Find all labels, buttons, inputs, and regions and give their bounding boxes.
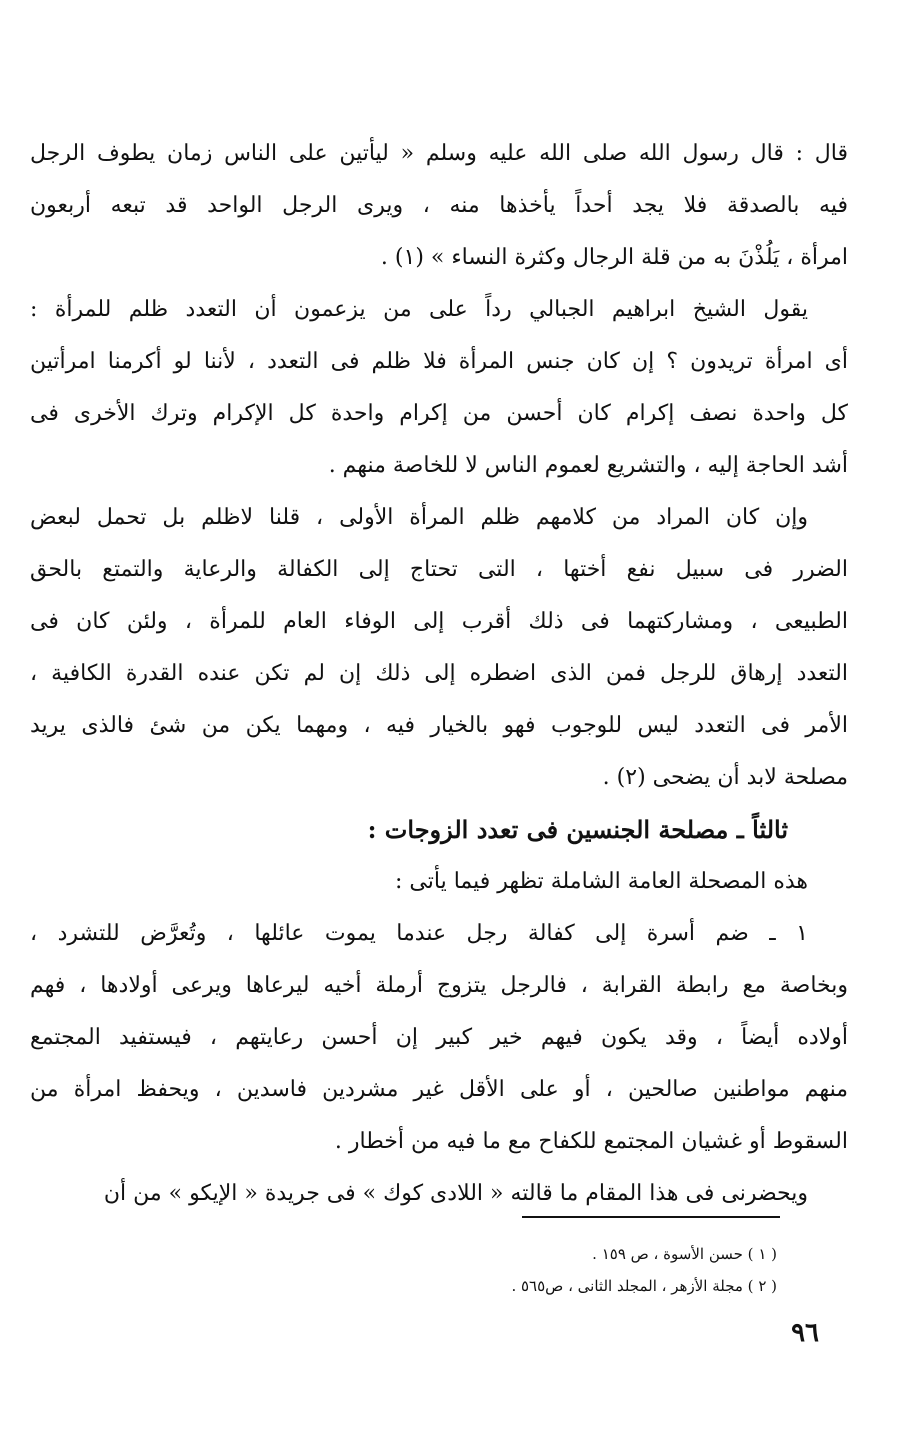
text-line: الضرر فى سبيل نفع أختها ، التى تحتاج إلى الكفالة والرعاية والتمتع بالحق (30, 557, 848, 582)
text-line: الطبيعى ، ومشاركتهما فى ذلك أقرب إلى الوفاء العام للمرأة ، ولئن كان فى (30, 609, 848, 634)
footnote-separator (522, 1216, 780, 1218)
page-number: ٩٦ (791, 1318, 819, 1348)
footnote: ( ١ ) حسن الأسوة ، ص ١٥٩ . (592, 1245, 777, 1263)
text-line: السقوط أو غشيان المجتمع للكفاح مع ما فيه من أخطار . (334, 1129, 848, 1154)
text-line: وبخاصة مع رابطة القرابة ، فالرجل يتزوج أرملة أخيه ليرعاها ويرعى أولادها ، فهم (30, 973, 848, 998)
text-line: منهم مواطنين صالحين ، أو على الأقل غير مشردين فاسدين ، ويحفظ امرأة من (30, 1077, 848, 1102)
text-line: أشد الحاجة إليه ، والتشريع لعموم الناس لا للخاصة منهم . (328, 453, 848, 478)
text-line: أولاده أيضاً ، وقد يكون فيهم خير كبير إن أحسن رعايتهم ، فيستفيد المجتمع (30, 1025, 848, 1050)
text-line: الأمر فى التعدد ليس للوجوب فهو بالخيار فيه ، ومهما يكن من شئ فالذى يريد (30, 713, 848, 738)
text-line: كل واحدة نصف إكرام كان أحسن من إكرام واحدة كل الإكرام وترك الأخرى فى (30, 401, 848, 426)
text-line: فيه بالصدقة فلا يجد أحداً يأخذها منه ، ويرى الرجل الواحد قد تبعه أربعون (30, 193, 848, 218)
text-line: يقول الشيخ ابراهيم الجبالي رداً على من يزعمون أن التعدد ظلم للمرأة : (30, 297, 808, 322)
text-line: وإن كان المراد من كلامهم ظلم المرأة الأولى ، قلنا لاظلم بل تحمل لبعض (30, 505, 808, 530)
text-line: امرأة ، يَلُذْنَ به من قلة الرجال وكثرة النساء » (١) . (380, 245, 848, 270)
section-heading: ثالثاً ـ مصلحة الجنسين فى تعدد الزوجات : (367, 815, 788, 844)
text-line: هذه المصحلة العامة الشاملة تظهر فيما يأتى : (395, 869, 808, 894)
footnote: ( ٢ ) مجلة الأزهر ، المجلد الثانى ، ص٥٦٥ . (511, 1277, 777, 1295)
text-line: ١ ـ ضم أسرة إلى كفالة رجل عندما يموت عائلها ، وتُعرَّض للتشرد ، (30, 921, 808, 946)
text-line: التعدد إرهاق للرجل فمن الذى اضطره إلى ذلك إن لم تكن عنده القدرة الكافية ، (30, 661, 848, 686)
body-text (30, 128, 848, 1220)
text-line: أى امرأة تريدون ؟ إن كان جنس المرأة فلا ظلم فى التعدد ، لأننا لو أكرمنا امرأتين (30, 349, 848, 374)
text-line: ويحضرنى فى هذا المقام ما قالته « اللادى كوك » فى جريدة « الإيكو » من أن (103, 1181, 808, 1206)
text-line: مصلحة لابد أن يضحى (٢) . (602, 765, 848, 790)
text-line: قال : قال رسول الله صلى الله عليه وسلم « ليأتين على الناس زمان يطوف الرجل (30, 141, 848, 166)
footnotes (257, 1238, 777, 1302)
